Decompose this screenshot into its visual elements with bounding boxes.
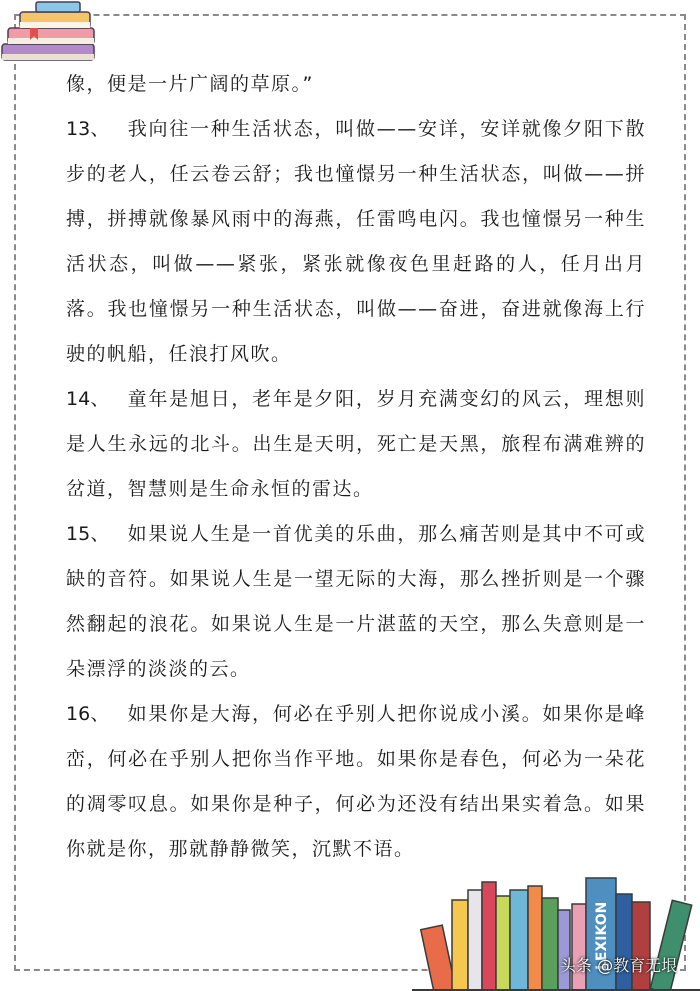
paragraph-15: [66, 512, 646, 692]
paragraph-14: [66, 377, 646, 512]
paragraph-13: [66, 107, 646, 377]
paragraph-text: 如果你是大海，何必在乎别人把你说成小溪。如果你是峰峦，何必在乎别人把你当作平地。如果你是春色，何必为一朵花的凋零叹息。如果你是种子，何必为还没有结出果实着急。如果你就是你，那就静静微笑，沉默不语。: [66, 703, 646, 860]
book-stack-icon: [0, 0, 110, 70]
paragraph-text: 我向往一种生活状态，叫做——安详，安详就像夕阳下散步的老人，任云卷云舒；我也憧憬另一种生活状态，叫做——拼搏，拼搏就像暴风雨中的海燕，任雷鸣电闪。我也憧憬另一种生活状态，叫做——紧张，紧张就像夜色里赶路的人，任月出月落。我也憧憬另一种生活状态，叫做——奋进，奋进就像海上行驶的帆船，任浪打风吹。: [66, 118, 646, 365]
paragraph-number: 13、: [66, 118, 110, 140]
paragraph-continued: [66, 62, 646, 107]
text-content: [66, 62, 646, 872]
book-spine-label: LEXIKON: [594, 901, 610, 970]
paragraph-16: [66, 692, 646, 872]
paragraph-text: 如果说人生是一首优美的乐曲，那么痛苦则是其中不可或缺的音符。如果说人生是一望无际的大海，那么挫折则是一个骤然翻起的浪花。如果说人生是一片湛蓝的天空，那么失意则是一朵漂浮的淡淡的云。: [66, 523, 646, 680]
paragraph-text: 童年是旭日，老年是夕阳，岁月充满变幻的风云，理想则是人生永远的北斗。出生是天明，死亡是天黑，旅程布满难辨的岔道，智慧则是生命永恒的雷达。: [66, 388, 646, 500]
paragraph-number: 16、: [66, 703, 110, 725]
paragraph-number: 14、: [66, 388, 110, 410]
paragraph-number: 15、: [66, 523, 110, 545]
watermark: 头条 @教育无垠: [560, 956, 678, 975]
paragraph-text: 像，便是一片广阔的草原。”: [66, 73, 314, 95]
